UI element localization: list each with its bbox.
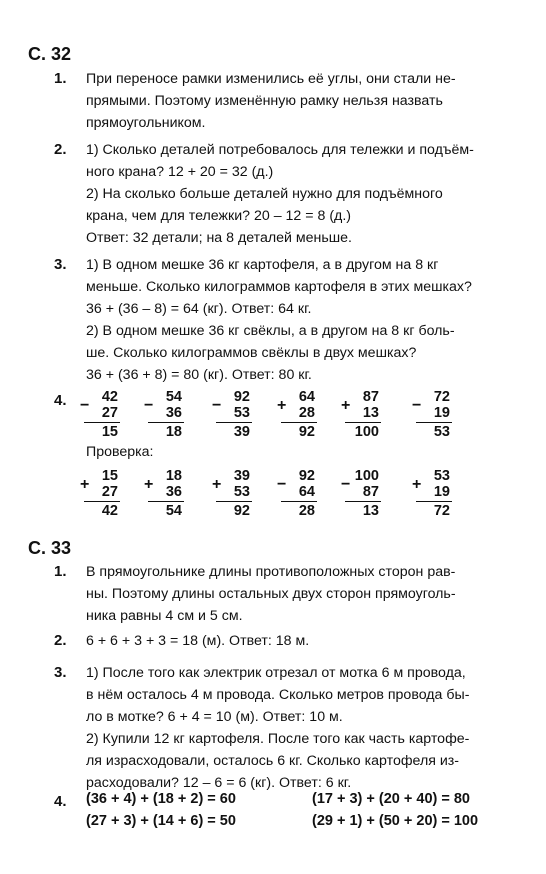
equation: (17 + 3) + (20 + 40) = 80 xyxy=(312,791,470,807)
task-3-text xyxy=(86,662,516,794)
operator-sign: + xyxy=(144,476,154,493)
column-calculation xyxy=(412,468,450,522)
task-2-text xyxy=(86,630,516,652)
result-line xyxy=(281,501,317,502)
operator-sign: + xyxy=(212,476,222,493)
equation: (27 + 3) + (14 + 6) = 50 xyxy=(86,813,236,829)
result: 42 xyxy=(101,503,118,519)
first-operand: 92 xyxy=(298,468,315,484)
result-line xyxy=(148,501,184,502)
section-title-p32: С. 32 xyxy=(28,44,72,64)
column-calculation xyxy=(80,389,118,443)
result-line xyxy=(84,501,120,502)
text-line: ше. Сколько килограммов свёклы в двух мешках? xyxy=(86,345,417,361)
first-operand: 87 xyxy=(362,389,379,405)
operator-sign: + xyxy=(277,397,287,414)
operator-sign: − xyxy=(341,476,351,493)
check-label: Проверка: xyxy=(86,444,154,460)
column-calculation xyxy=(144,468,182,522)
first-operand: 39 xyxy=(233,468,250,484)
equation-line: 36 + (36 + 8) = 80 (кг). Ответ: 80 кг. xyxy=(86,367,312,383)
result: 92 xyxy=(298,424,315,440)
column-calculation xyxy=(412,389,450,443)
second-operand: 27 xyxy=(101,484,118,500)
task-number: 4. xyxy=(54,793,67,810)
result-line xyxy=(416,422,452,423)
first-operand: 42 xyxy=(101,389,118,405)
result-line xyxy=(216,422,252,423)
second-operand: 53 xyxy=(233,484,250,500)
operator-sign: − xyxy=(144,397,154,414)
result: 28 xyxy=(298,503,315,519)
first-operand: 53 xyxy=(433,468,450,484)
operator-sign: − xyxy=(412,397,422,414)
first-operand: 15 xyxy=(101,468,118,484)
operator-sign: − xyxy=(80,397,90,414)
result-line xyxy=(216,501,252,502)
task-2-text xyxy=(86,139,516,249)
column-calculation xyxy=(277,468,315,522)
text-line: ника равны 4 см и 5 см. xyxy=(86,608,243,624)
result: 72 xyxy=(433,503,450,519)
text-line: меньше. Сколько килограммов картофеля в этих мешках? xyxy=(86,279,472,295)
result: 100 xyxy=(354,424,379,440)
text-line: в нём осталось 4 м провода. Сколько метров провода бы- xyxy=(86,687,470,703)
first-operand: 64 xyxy=(298,389,315,405)
result: 54 xyxy=(165,503,182,519)
text-line: 1) В одном мешке 36 кг картофеля, а в другом на 8 кг xyxy=(86,257,439,273)
answer-line: Ответ: 32 детали; на 8 деталей меньше. xyxy=(86,230,352,246)
task-number: 1. xyxy=(54,563,67,580)
text-line: прямоугольником. xyxy=(86,115,206,131)
operator-sign: + xyxy=(341,397,351,414)
text-line: 2) Купили 12 кг картофеля. После того как часть картофе- xyxy=(86,731,470,747)
text-line: При переносе рамки изменились её углы, они стали не- xyxy=(86,71,456,87)
result: 92 xyxy=(233,503,250,519)
second-operand: 28 xyxy=(298,405,315,421)
column-calculation xyxy=(212,389,250,443)
text-line: расходовали? 12 – 6 = 6 (кг). Ответ: 6 кг. xyxy=(86,775,352,791)
task-number: 4. xyxy=(54,392,67,409)
task-number: 3. xyxy=(54,664,67,681)
task-number: 2. xyxy=(54,141,67,158)
task-number: 3. xyxy=(54,256,67,273)
result-line xyxy=(84,422,120,423)
second-operand: 13 xyxy=(362,405,379,421)
column-calculation xyxy=(212,468,250,522)
second-operand: 36 xyxy=(165,484,182,500)
text-line: В прямоугольнике длины противоположных сторон рав- xyxy=(86,564,456,580)
operator-sign: + xyxy=(80,476,90,493)
result-line xyxy=(416,501,452,502)
second-operand: 19 xyxy=(433,484,450,500)
text-line: ло в мотке? 6 + 4 = 10 (м). Ответ: 10 м. xyxy=(86,709,343,725)
text-line: прямыми. Поэтому изменённую рамку нельзя назвать xyxy=(86,93,443,109)
column-calculation xyxy=(80,468,118,522)
operator-sign: − xyxy=(212,397,222,414)
text-line: ного крана? 12 + 20 = 32 (д.) xyxy=(86,164,274,180)
result: 13 xyxy=(362,503,379,519)
second-operand: 64 xyxy=(298,484,315,500)
text-line: 1) Сколько деталей потребовалось для тележки и подъём- xyxy=(86,142,474,158)
second-operand: 87 xyxy=(362,484,379,500)
result-line xyxy=(345,422,381,423)
task-1-text xyxy=(86,68,516,134)
operator-sign: + xyxy=(412,476,422,493)
second-operand: 36 xyxy=(165,405,182,421)
column-calculation xyxy=(341,389,379,443)
column-calculation xyxy=(341,468,379,522)
result-line xyxy=(345,501,381,502)
first-operand: 72 xyxy=(433,389,450,405)
equation-line: 36 + (36 – 8) = 64 (кг). Ответ: 64 кг. xyxy=(86,301,312,317)
column-calculation xyxy=(277,389,315,443)
result: 53 xyxy=(433,424,450,440)
first-operand: 18 xyxy=(165,468,182,484)
operator-sign: − xyxy=(277,476,287,493)
result: 39 xyxy=(233,424,250,440)
equation-line: 6 + 6 + 3 + 3 = 18 (м). Ответ: 18 м. xyxy=(86,633,310,649)
text-line: 2) На сколько больше деталей нужно для подъёмного xyxy=(86,186,443,202)
text-line: ны. Поэтому длины остальных двух сторон прямоуголь- xyxy=(86,586,456,602)
first-operand: 100 xyxy=(354,468,379,484)
result: 18 xyxy=(165,424,182,440)
text-line: 2) В одном мешке 36 кг свёклы, а в другом на 8 кг боль- xyxy=(86,323,455,339)
text-line: крана, чем для тележки? 20 – 12 = 8 (д.) xyxy=(86,208,351,224)
task-number: 2. xyxy=(54,632,67,649)
second-operand: 27 xyxy=(101,405,118,421)
text-line: ля израсходовали, осталось 6 кг. Сколько картофеля из- xyxy=(86,753,460,769)
first-operand: 92 xyxy=(233,389,250,405)
equation: (29 + 1) + (50 + 20) = 100 xyxy=(312,813,479,829)
result-line xyxy=(281,422,317,423)
task-3-text xyxy=(86,254,516,386)
second-operand: 19 xyxy=(433,405,450,421)
equation: (36 + 4) + (18 + 2) = 60 xyxy=(86,791,236,807)
task-number: 1. xyxy=(54,70,67,87)
section-title-p33: С. 33 xyxy=(28,538,72,558)
column-calculation xyxy=(144,389,182,443)
text-line: 1) После того как электрик отрезал от мотка 6 м провода, xyxy=(86,665,466,681)
result: 15 xyxy=(101,424,118,440)
first-operand: 54 xyxy=(165,389,182,405)
result-line xyxy=(148,422,184,423)
task-1-text xyxy=(86,561,516,627)
second-operand: 53 xyxy=(233,405,250,421)
